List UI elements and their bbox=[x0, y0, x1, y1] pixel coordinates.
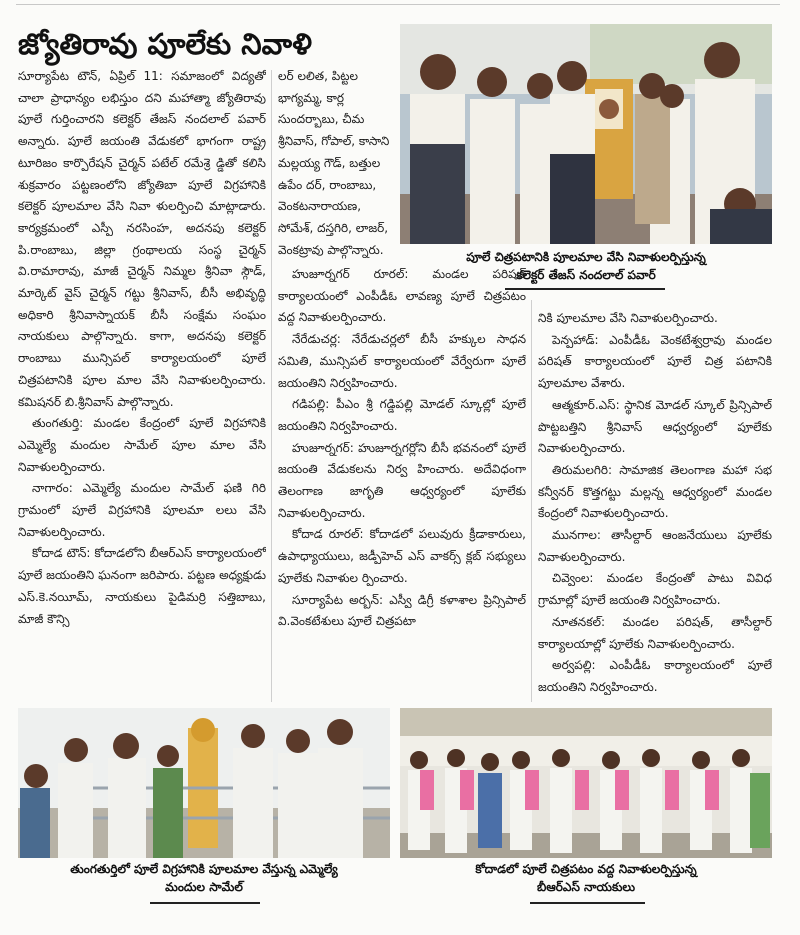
caption-bottom-right-line2: బీఆర్ఎస్ నాయకులు bbox=[536, 880, 636, 894]
paragraph: నికి పూలమాల వేసి నివాళులర్పించారు. bbox=[538, 311, 718, 325]
paragraph: పెన్పహాడ్: ఎంపీడీఓ వెంకటేశ్వర్రావు మండల పరిషత్ కార్యాలయంలో పూలే చిత్ర పటానికి పూలమాల వేశారు. bbox=[538, 332, 772, 391]
caption-bottom-right bbox=[400, 860, 772, 900]
caption-top-line2: కలెక్టర్ తేజస్ నందలాల్ పవార్ bbox=[516, 268, 656, 282]
paragraph: లర్ లలిత, పిట్టల భాగ్యమ్మ, కార్ల సుందర్బాబు, చీమ శ్రీనివాస్, గోపాల్, కాసాని మల్లయ్య గౌడ్, బత్తుల ఉపేం దర్, రాంబాబు, వెంకటనారాయణ, సోమేశ్, దస్తగిరి, లాజర్, వెంకట్రావు పాల్గొన్నారు. bbox=[278, 69, 390, 257]
column-2 bbox=[278, 264, 526, 706]
paragraph: చివ్వెంల: మండల కేంద్రంతో పాటు వివిధ గ్రామాల్లో పూలే జయంతి నిర్వహించారు. bbox=[538, 571, 772, 608]
paragraph: నాగారం: ఎమ్మెల్యే మందుల సామేల్ ఫణి గిరి గ్రామంలో పూలే విగ్రహానికి పూలమా లలు వేసి నివాళులర్పించారు. bbox=[18, 481, 266, 539]
caption-rule-bottom-right bbox=[530, 902, 645, 904]
column-2-top bbox=[278, 66, 392, 262]
photo-brs-leaders bbox=[400, 708, 772, 858]
column-divider bbox=[531, 300, 532, 702]
paragraph: హుజూర్నగర్: హుజూర్నగర్లోని బీసీ భవనంలో పూలే జయంతి వేడుకలను నిర్వ హించారు. అదేవిధంగా తెలంగాణ జాగృతి ఆధ్వర్యంలో పూలేకు నివాళులర్పించారు. bbox=[278, 440, 526, 520]
column-1 bbox=[18, 66, 266, 706]
photo-collector-tribute bbox=[400, 24, 772, 244]
paragraph: తిరుమలగిరి: సామాజిక తెలంగాణ మహా సభ కన్వీనర్ కొత్తగట్టు మల్లన్న ఆధ్వర్యంలో మండల కేంద్రంలో నివాళులర్పించారు. bbox=[538, 462, 772, 521]
caption-rule-bottom-left bbox=[150, 902, 260, 904]
paragraph: సూర్యాపేట టౌన్, ఏప్రిల్ 11: సమాజంలో విద్యతో చాలా ప్రాధాన్యం లభిస్తుం దని మహాత్మా జ్యోతిరావు పూలే గుర్తించారని కలెక్టర్ తేజస్ నందలాల్ పవార్ అన్నారు. పూలే జయంతి వేడుకలో భాగంగా రాష్ట్ర టూరిజం కార్పొరేషన్ చైర్మన్ పటేల్ రమేశ్రె డ్డితో కలిసి శుక్రవారం పట్టణంలోని జ్యోతిబా పూలే విగ్రహానికి కలెక్టర్ పూలమాల వేసి నివా ళులర్పించి మాట్లాడారు. కార్యక్రమంలో ఎస్పీ నరసింహ, అదనపు కలెక్టర్ పి.రాంబాబు, జిల్లా గ్రంథాలయ సంస్థ చైర్మన్ వి.రామారావు, మాజీ చైర్మన్ నిమ్మల శ్రీనివా స్గౌడ్, మార్కెట్ వైస్ చైర్మన్ గట్టు శ్రీనివాస్, బీసీ అభివృద్ధి అధికారి శ్రీనివాస్నాయక్ బీసీ సంక్షేమ సంఘం నాయకులు పాల్గొన్నారు. కాగా, అదనపు కలెక్టర్ రాంబాబు మున్సిపల్ కార్యాలయంలో పూలే చిత్రపటానికి పూల మాల వేసి నివాళులర్పించారు. కమిషనర్ బి.శ్రీనివాస్ పాల్గొన్నారు. bbox=[18, 69, 266, 409]
caption-bottom-left bbox=[18, 860, 390, 900]
photo-mla-statue bbox=[18, 708, 390, 858]
paragraph: కోదాడ రూరల్: కోదాడలో పలువురు క్రీడాకారులు, ఉపాధ్యాయులు, జడ్పీహెచ్ ఎస్ వాకర్స్ క్లబ్ సభ్యులు పూలేకు నివాళుల ర్పించారు. bbox=[278, 527, 526, 585]
top-rule bbox=[16, 4, 780, 5]
paragraph: మునగాల: తాసీల్దార్ ఆంజనేయులు పూలేకు నివాళులర్పించారు. bbox=[538, 528, 772, 564]
paragraph: అర్వపల్లి: ఎంపీడీఓ కార్యాలయంలో పూలే జయంతిని నిర్వహించారు. bbox=[538, 658, 772, 694]
paragraph: నూతనకల్: మండల పరిషత్, తాసీల్దార్ కార్యాలయాల్లో పూలేకు నివాళులర్పించారు. bbox=[538, 614, 772, 651]
paragraph: ఆత్మకూర్.ఎస్: స్థానిక మోడల్ స్కూల్ ప్రిన్సిపాల్ పొట్టబత్తిని శ్రీనివాస్ ఆధ్వర్యంలో పూలేకు నివాళులర్పించారు. bbox=[538, 397, 772, 456]
column-3 bbox=[538, 308, 772, 706]
paragraph: కోదాడ టౌన్: కోదాడలోని బీఆర్ఎస్ కార్యాలయంలో పూలే జయంతిని ఘనంగా జరిపారు. పట్టణ అధ్యక్షుడు ఎస్.కె.నయీమ్, నాయకులు పైడిమర్రి సత్తిబాబు, మాజీ కౌన్సి bbox=[18, 546, 266, 626]
caption-bottom-left-line2: మందుల సామేల్ bbox=[165, 880, 243, 894]
paragraph: తుంగతుర్తి: మండల కేంద్రంలో పూలే విగ్రహానికి ఎమ్మెల్యే మందుల సామేల్ పూల మాల వేసి నివాళులర్పించారు. bbox=[18, 416, 266, 474]
caption-bottom-right-line1: కోదాడలో పూలే చిత్రపటం వద్ద నివాళులర్పిస్తున్న bbox=[475, 862, 697, 876]
caption-top-line1: పూలే చిత్రపటానికి పూలమాల వేసి నివాళులర్పిస్తున్న bbox=[466, 250, 706, 264]
paragraph: హుజూర్నగర్ రూరల్: మండల పరిషత్ కార్యాలయంలో ఎంపీడీఓ లావణ్య పూలే చిత్రపటం వద్ద నివాళులర్పించారు. bbox=[278, 267, 526, 325]
caption-rule-top bbox=[505, 288, 665, 290]
paragraph: నేరేడుచర్ల: నేరేడుచర్లలో బీసీ హక్కుల సాధన సమితి, మున్సిపల్ కార్యాలయంలో వేర్వేరుగా పూలే జయంతిని నిర్వహించారు. bbox=[278, 332, 526, 390]
column-divider bbox=[271, 70, 272, 702]
headline: జ్యోతిరావు పూలేకు నివాళి bbox=[18, 27, 312, 61]
paragraph: సూర్యాపేట అర్బన్: ఎస్వీ డిగ్రీ కళాశాల ప్రిన్సిపాల్ వి.వెంకటేశులు పూలే చిత్రపటా bbox=[278, 592, 526, 629]
caption-bottom-left-line1: తుంగతుర్తిలో పూలే విగ్రహానికి పూలమాల వేస్తున్న ఎమ్మెల్యే bbox=[70, 862, 338, 876]
paragraph: గడిపల్లి: పీఎం శ్రీ గడ్డిపల్లి మోడల్ స్కూల్లో పూలే జయంతిని నిర్వహించారు. bbox=[278, 397, 526, 433]
